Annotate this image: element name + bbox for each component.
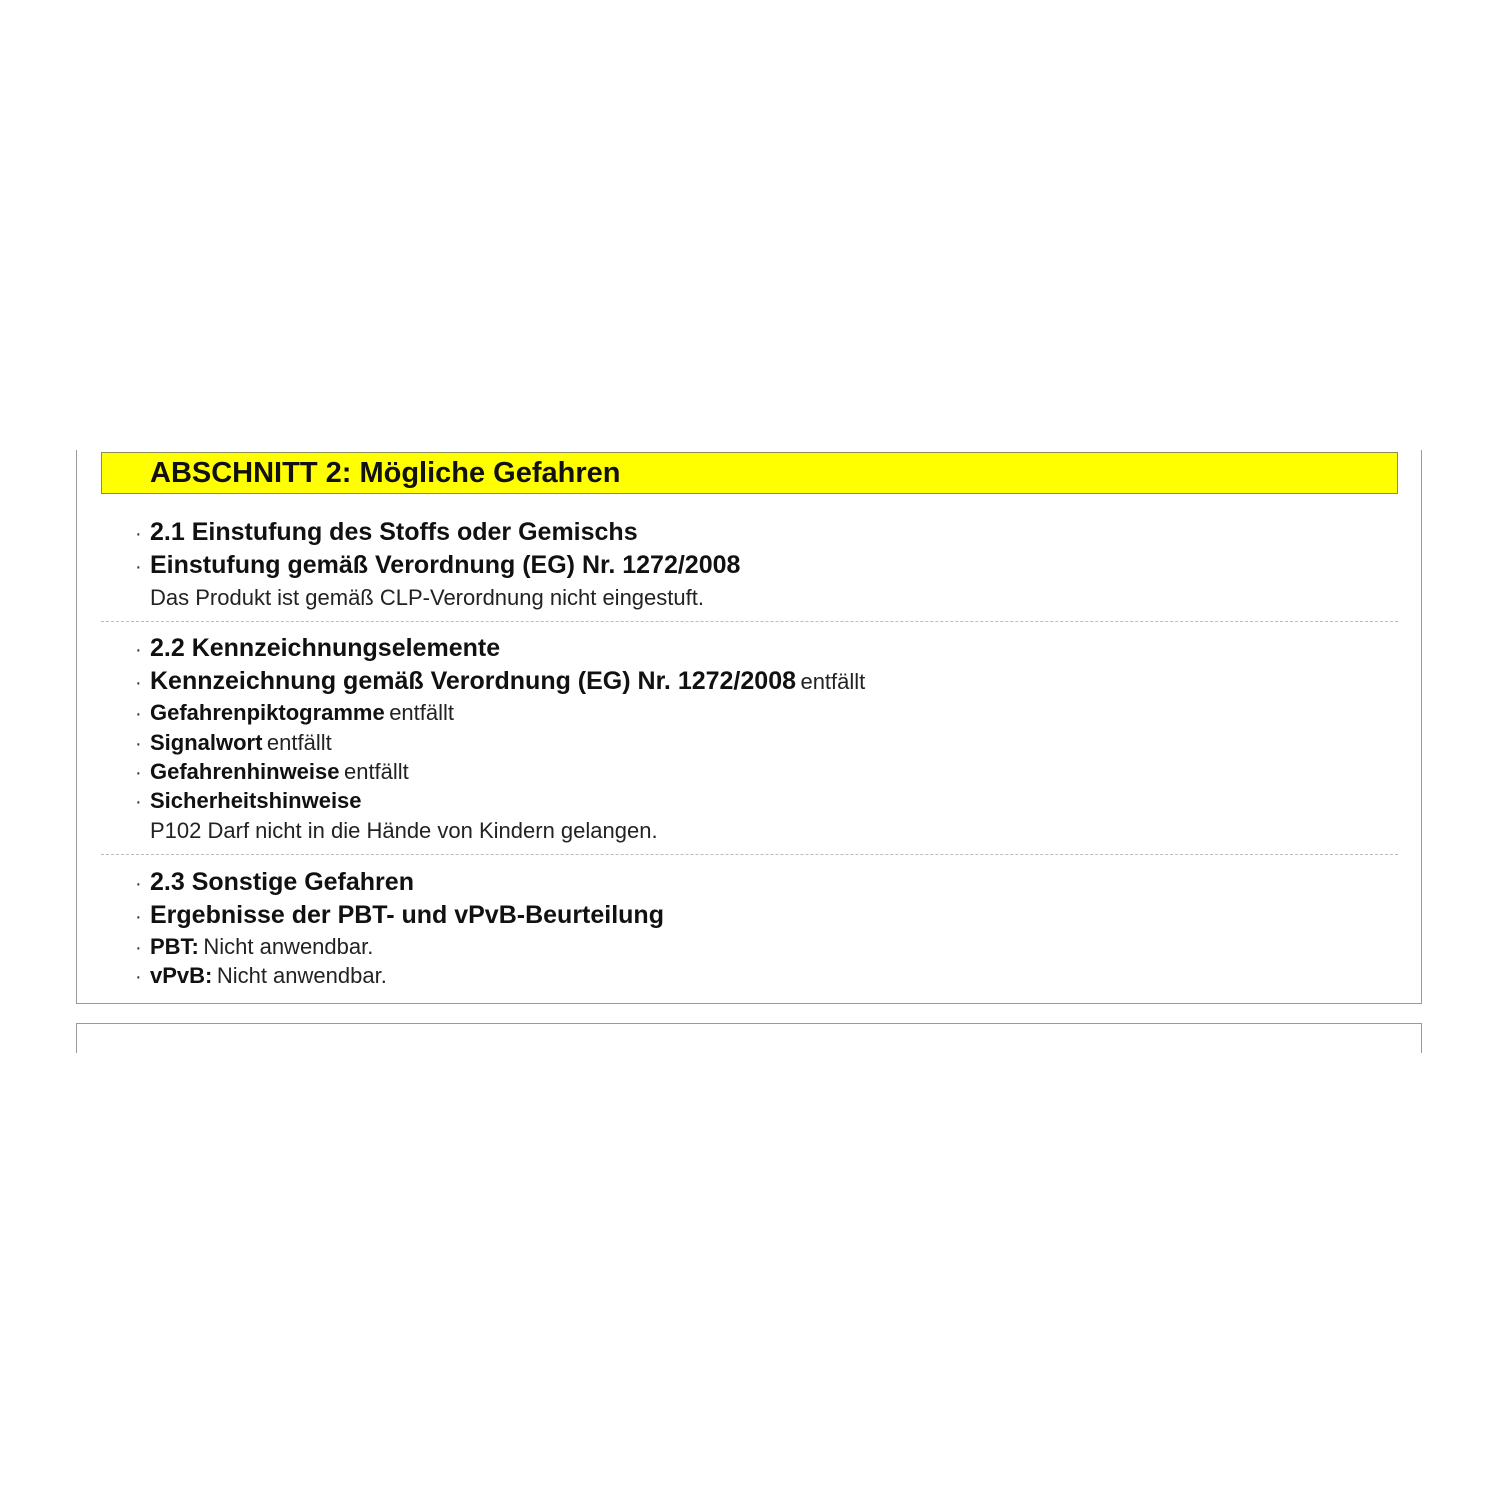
hazard-statements-label: Gefahrenhinweise [150,759,340,784]
bullet-dot: · [135,937,142,959]
next-section-frame [76,1023,1422,1053]
pictograms-value: entfällt [389,700,455,725]
bullet-dot: · [135,672,142,694]
subsection-2-2-heading-row [135,634,500,663]
subsection-2-2-heading: 2.2 Kennzeichnungselemente [150,634,501,662]
subsection-2-3-heading-row [135,868,414,897]
pbt-row [135,934,373,960]
precautionary-text: P102 Darf nicht in die Hände von Kindern gelangen. [150,818,658,843]
bullet-dot: · [135,639,142,661]
bullet-dot: · [135,966,142,988]
labelling-label: Kennzeichnung gemäß Verordnung (EG) Nr. 1272/2008 [150,667,796,695]
pbt-label: PBT: [150,934,199,959]
classification-text: Das Produkt ist gemäß CLP-Verordnung nicht eingestuft. [150,585,704,610]
section-divider [101,854,1398,855]
precautionary-row [135,788,362,814]
signal-word-value: entfällt [266,730,332,755]
section-title: ABSCHNITT 2: Mögliche Gefahren [150,457,621,489]
pictograms-label: Gefahrenpiktogramme [150,700,385,725]
bullet-dot: · [135,762,142,784]
vpvb-value: Nicht anwendbar. [216,963,387,988]
labelling-value: entfällt [800,669,866,694]
vpvb-row [135,963,387,989]
bullet-dot: · [135,523,142,545]
subsection-2-1-heading: 2.1 Einstufung des Stoffs oder Gemischs [150,518,638,546]
pictograms-row [135,700,454,726]
classification-text-row [135,585,704,611]
precautionary-label: Sicherheitshinweise [150,788,362,813]
hazard-statements-row [135,759,409,785]
section-header [101,452,1398,494]
subsection-2-3-heading: 2.3 Sonstige Gefahren [150,868,414,896]
bullet-dot: · [135,791,142,813]
vpvb-label: vPvB: [150,963,213,988]
pbt-assessment-label: Ergebnisse der PBT- und vPvB-Beurteilung [150,901,664,929]
hazard-statements-value: entfällt [343,759,409,784]
section-divider [101,621,1398,622]
bullet-dot: · [135,556,142,578]
labelling-row [135,667,865,696]
pbt-assessment-row [135,901,664,930]
pbt-value: Nicht anwendbar. [203,934,374,959]
classification-row [135,551,740,580]
bullet-dot: · [135,703,142,725]
precautionary-text-row [135,818,658,844]
subsection-2-1-heading-row [135,518,638,547]
signal-word-row [135,730,332,756]
signal-word-label: Signalwort [150,730,263,755]
classification-label: Einstufung gemäß Verordnung (EG) Nr. 1272/2008 [150,551,741,579]
bullet-dot: · [135,873,142,895]
bullet-dot: · [135,906,142,928]
bullet-dot: · [135,733,142,755]
